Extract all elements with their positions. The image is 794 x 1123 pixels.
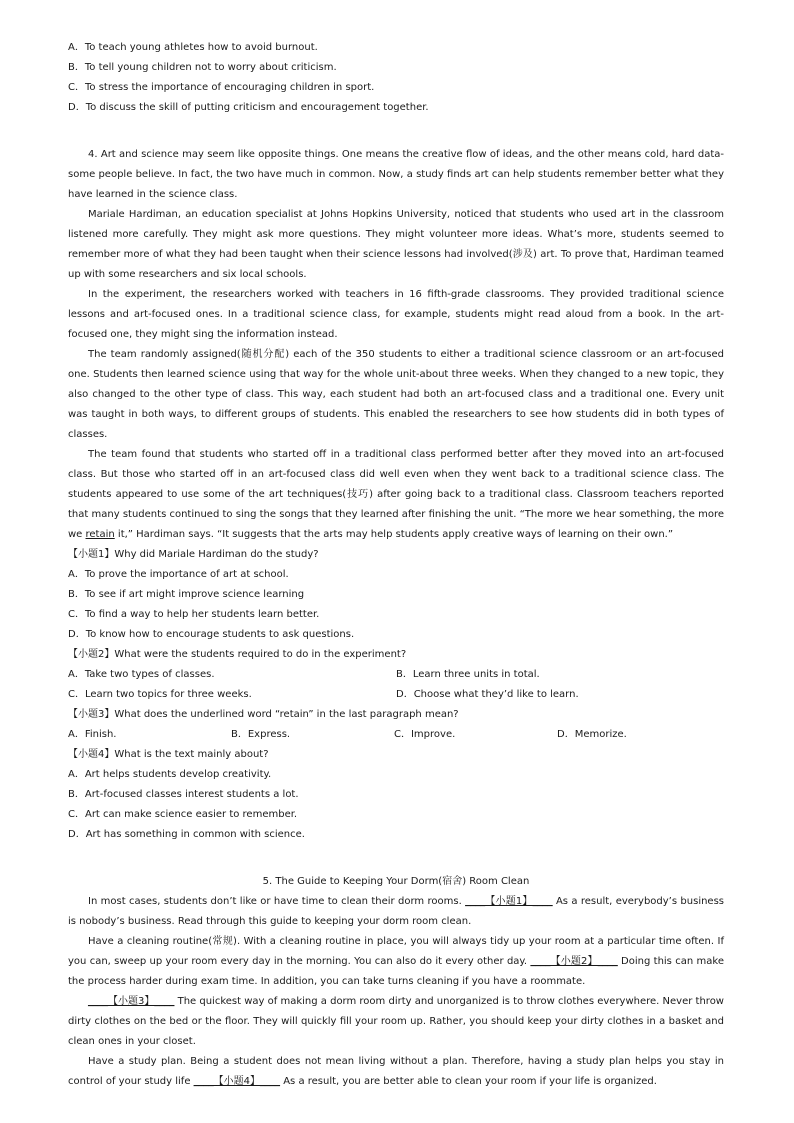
- document-page: [68, 38, 724, 1092]
- question-2-option-a: A．Take two types of classes.: [68, 669, 215, 680]
- paragraph-2-text-before: Have a cleaning routine(常规). With a cleaning routine in place, you will always tidy up your room at a particular time often. If you can, sweep up your room every day in the morning. You can also do it every other day.: [68, 936, 724, 967]
- question-2-option-d: D．Choose what they’d like to learn.: [396, 689, 579, 700]
- question-4-option-a: A．Art helps students develop creativity.: [68, 769, 272, 780]
- previous-question-options: [68, 38, 724, 118]
- passage-5-title: 5. The Guide to Keeping Your Dorm(宿舍) Room Clean: [262, 876, 530, 887]
- paragraph-5-text-after: it,” Hardiman says. “It suggests that the arts may help students apply creative ways of learning on their own.”: [114, 529, 674, 540]
- question-4: [68, 745, 724, 845]
- paragraph-2-text-after: Doing this can make the process harder during exam time. In addition, you can take turns cleaning if you have a roommate.: [68, 956, 724, 987]
- passage-4-paragraph-5: [68, 445, 724, 545]
- question-2-options-row-1: [68, 665, 724, 685]
- passage-4-paragraph-1: 4. Art and science may seem like opposite things. One means the creative flow of ideas, and the other means cold, hard data-some people believe. In fact, the two have much in common. Now, a study finds art can help students remember better what they have learned in the science class.: [68, 149, 724, 200]
- question-1-stem: 【小题1】Why did Mariale Hardiman do the study?: [68, 549, 319, 560]
- question-2-stem: 【小题2】What were the students required to do in the experiment?: [68, 649, 407, 660]
- blank-4: ____【小题4】____: [193, 1076, 281, 1087]
- passage-5-paragraph-3: [68, 992, 724, 1052]
- question-4-option-d: D．Art has something in common with science.: [68, 829, 305, 840]
- option-b: B．To tell young children not to worry about criticism.: [68, 62, 337, 73]
- question-3-option-c: C．Improve.: [394, 729, 456, 740]
- passage-4-paragraph-2: Mariale Hardiman, an education specialist at Johns Hopkins University, noticed that students who used art in the classroom listened more carefully. They might ask more questions. They might volunteer more ideas. What’s more, students seemed to remember more of what they had been taught when their science lessons had involved(涉及) art. To prove that, Hardiman teamed up with some researchers and six local schools.: [68, 209, 724, 280]
- paragraph-3-text-after: The quickest way of making a dorm room dirty and unorganized is to throw clothes everywhere. Never throw dirty clothes on the bed or the floor. They will quickly fill your room up. Rather, you should keep your dirty clothes in a basket and clean ones in your closet.: [68, 996, 724, 1047]
- passage-4-paragraph-3: In the experiment, the researchers worked with teachers in 16 fifth-grade classrooms. They provided traditional science lessons and art-focused ones. In a traditional science class, for example, students might read aloud from a book. In the art-focused one, they might sing the information instead.: [68, 289, 724, 340]
- question-4-option-c: C．Art can make science easier to remember.: [68, 809, 298, 820]
- question-3: [68, 705, 724, 745]
- passage-5-paragraph-1: [68, 892, 724, 932]
- question-2-option-c: C．Learn two topics for three weeks.: [68, 689, 252, 700]
- question-3-option-d: D．Memorize.: [557, 729, 627, 740]
- blank-3: ____【小题3】____: [88, 996, 175, 1007]
- question-1-option-b: B．To see if art might improve science learning: [68, 589, 305, 600]
- question-2-options-row-2: [68, 685, 724, 705]
- question-1-option-c: C．To find a way to help her students learn better.: [68, 609, 320, 620]
- passage-4: [68, 145, 724, 845]
- question-3-options-row: [68, 725, 724, 745]
- option-c: C．To stress the importance of encouraging children in sport.: [68, 82, 375, 93]
- option-a: A．To teach young athletes how to avoid burnout.: [68, 42, 318, 53]
- paragraph-1-text-before: In most cases, students don’t like or have time to clean their dorm rooms.: [88, 896, 466, 907]
- question-1: [68, 545, 724, 645]
- question-4-stem: 【小题4】What is the text mainly about?: [68, 749, 269, 760]
- question-1-option-d: D．To know how to encourage students to ask questions.: [68, 629, 355, 640]
- blank-2: ____【小题2】____: [530, 956, 618, 967]
- question-3-option-a: A．Finish.: [68, 729, 117, 740]
- question-1-option-a: A．To prove the importance of art at school.: [68, 569, 289, 580]
- passage-5: [68, 872, 724, 1092]
- underlined-word-retain: retain: [85, 529, 115, 540]
- question-3-stem: 【小题3】What does the underlined word “retain” in the last paragraph mean?: [68, 709, 459, 720]
- paragraph-5-text-before: The team found that students who started off in a traditional class performed better after they moved into an art-focused class. But those who started off in an art-focused class did well even when they went back to a traditional science class. The students appeared to use some of the art techniques(技巧) after going back to a traditional class. Classroom teachers reported that many students continued to sing the songs that they learned after finishing the unit. “The more we hear something, the more we: [68, 449, 724, 540]
- question-3-option-b: B．Express.: [231, 729, 291, 740]
- paragraph-4-text-after: As a result, you are better able to clean your room if your life is organized.: [280, 1076, 657, 1087]
- passage-4-paragraph-4: The team randomly assigned(随机分配) each of the 350 students to either a traditional science classroom or an art-focused one. Students then learned science using that way for the whole unit-about three weeks. When they changed to a new topic, they also changed to the other type of class. This way, each student had both an art-focused class and a traditional one. Every unit was taught in both ways, to different groups of students. This enabled the researchers to see how students did in both types of classes.: [68, 349, 724, 440]
- paragraph-1-text-after: As a result, everybody’s business is nobody’s business. Read through this guide to keeping your dorm room clean.: [68, 896, 725, 927]
- question-2: [68, 645, 724, 705]
- passage-5-paragraph-2: [68, 932, 724, 992]
- option-d: D．To discuss the skill of putting criticism and encouragement together.: [68, 102, 429, 113]
- passage-5-paragraph-4: [68, 1052, 724, 1092]
- paragraph-4-text-before: Have a study plan. Being a student does not mean living without a plan. Therefore, having a study plan helps you stay in control of your study life: [68, 1056, 724, 1087]
- question-4-option-b: B．Art-focused classes interest students a lot.: [68, 789, 299, 800]
- question-2-option-b: B．Learn three units in total.: [396, 669, 540, 680]
- blank-1: ____【小题1】____: [465, 896, 553, 907]
